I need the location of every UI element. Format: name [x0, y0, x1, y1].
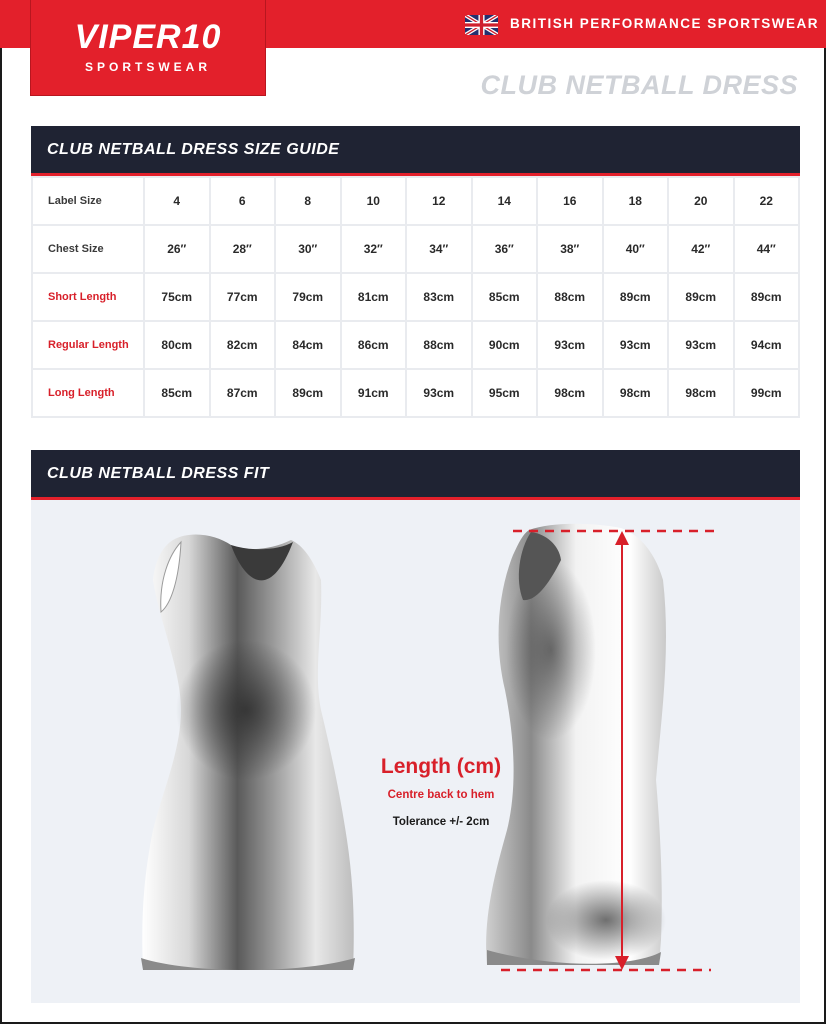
- size-cell: 18: [603, 177, 669, 225]
- brand-logo-subname: SPORTSWEAR: [84, 60, 211, 74]
- size-cell: 16: [537, 177, 603, 225]
- size-cell: 98cm: [603, 369, 669, 417]
- dress-front-view: [141, 535, 355, 970]
- size-cell: 42″: [668, 225, 734, 273]
- size-row-label: Regular Length: [32, 321, 144, 369]
- size-cell: 89cm: [734, 273, 800, 321]
- dress-illustration: [31, 500, 800, 1003]
- size-cell: 40″: [603, 225, 669, 273]
- size-cell: 36″: [472, 225, 538, 273]
- size-row: [32, 273, 799, 321]
- size-cell: 4: [144, 177, 210, 225]
- size-guide-heading-text: CLUB NETBALL DRESS SIZE GUIDE: [47, 141, 340, 158]
- size-cell: 8: [275, 177, 341, 225]
- size-row-label: Short Length: [32, 273, 144, 321]
- union-jack-flag-icon: [465, 15, 498, 35]
- fit-heading: [31, 450, 800, 500]
- size-cell: 84cm: [275, 321, 341, 369]
- size-guide-heading: [31, 126, 800, 176]
- size-row: [32, 321, 799, 369]
- size-cell: 22: [734, 177, 800, 225]
- size-cell: 99cm: [734, 369, 800, 417]
- size-cell: 85cm: [472, 273, 538, 321]
- size-cell: 85cm: [144, 369, 210, 417]
- brand-logo-name: VIPER10: [74, 18, 222, 56]
- size-cell: 79cm: [275, 273, 341, 321]
- size-cell: 88cm: [406, 321, 472, 369]
- size-cell: 26″: [144, 225, 210, 273]
- size-cell: 20: [668, 177, 734, 225]
- length-tolerance: Tolerance +/- 2cm: [392, 816, 490, 828]
- fit-illustration-panel: [31, 500, 800, 1003]
- size-cell: 93cm: [406, 369, 472, 417]
- size-cell: 10: [341, 177, 407, 225]
- size-cell: 75cm: [144, 273, 210, 321]
- dress-side-view: [486, 524, 666, 965]
- page-title: CLUB NETBALL DRESS: [480, 70, 798, 100]
- size-cell: 87cm: [210, 369, 276, 417]
- size-row: [32, 225, 799, 273]
- size-cell: 98cm: [668, 369, 734, 417]
- size-cell: 81cm: [341, 273, 407, 321]
- size-cell: 77cm: [210, 273, 276, 321]
- size-cell: 94cm: [734, 321, 800, 369]
- size-cell: 89cm: [275, 369, 341, 417]
- size-cell: 28″: [210, 225, 276, 273]
- size-cell: 14: [472, 177, 538, 225]
- size-row-label: Chest Size: [32, 225, 144, 273]
- size-row-label: Long Length: [32, 369, 144, 417]
- size-cell: 98cm: [537, 369, 603, 417]
- size-cell: 32″: [341, 225, 407, 273]
- size-cell: 89cm: [603, 273, 669, 321]
- size-cell: 93cm: [603, 321, 669, 369]
- size-cell: 91cm: [341, 369, 407, 417]
- size-cell: 30″: [275, 225, 341, 273]
- size-row: [32, 369, 799, 417]
- size-cell: 95cm: [472, 369, 538, 417]
- size-cell: 93cm: [537, 321, 603, 369]
- size-cell: 34″: [406, 225, 472, 273]
- size-cell: 88cm: [537, 273, 603, 321]
- size-cell: 82cm: [210, 321, 276, 369]
- length-subtitle: Centre back to hem: [387, 789, 495, 801]
- size-cell: 93cm: [668, 321, 734, 369]
- size-guide-table: [31, 176, 800, 418]
- size-row: [32, 177, 799, 225]
- size-cell: 89cm: [668, 273, 734, 321]
- length-title: Length (cm): [380, 755, 502, 778]
- fit-heading-text: CLUB NETBALL DRESS FIT: [47, 465, 270, 482]
- size-cell: 90cm: [472, 321, 538, 369]
- brand-tagline: BRITISH PERFORMANCE SPORTSWEAR: [510, 16, 820, 31]
- size-cell: 38″: [537, 225, 603, 273]
- size-cell: 80cm: [144, 321, 210, 369]
- size-cell: 6: [210, 177, 276, 225]
- size-cell: 86cm: [341, 321, 407, 369]
- brand-logo[interactable]: [30, 0, 266, 96]
- size-cell: 83cm: [406, 273, 472, 321]
- size-cell: 12: [406, 177, 472, 225]
- size-row-label: Label Size: [32, 177, 144, 225]
- size-cell: 44″: [734, 225, 800, 273]
